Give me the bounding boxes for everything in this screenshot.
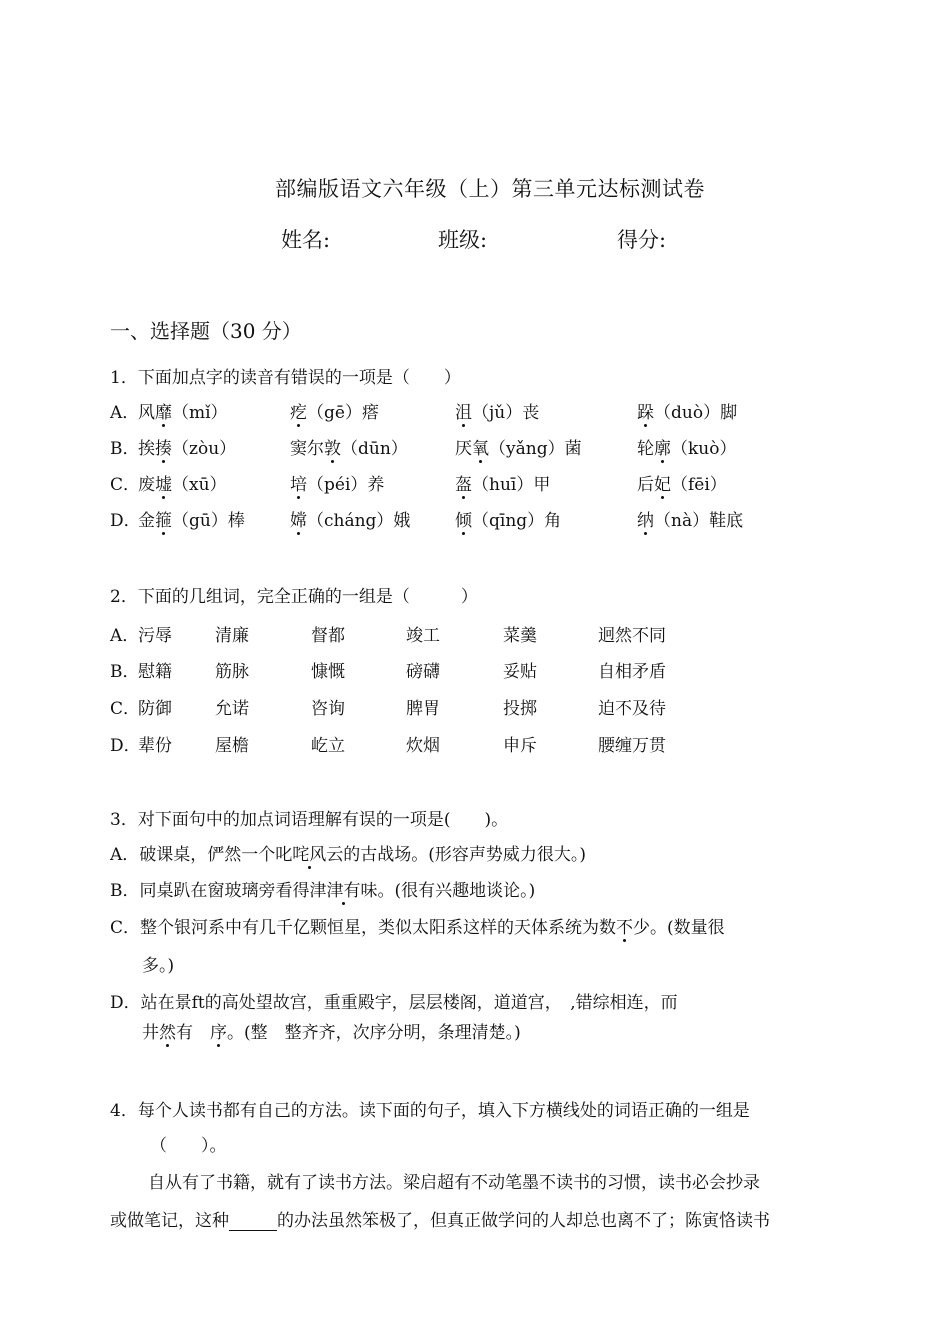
q1-b-item-1: 挨揍（zòu） xyxy=(138,434,236,459)
q1-a-item-4: 跺（duò）脚 xyxy=(637,398,737,423)
fill-blank[interactable] xyxy=(229,1212,277,1231)
q4-text: 或做笔记，这种 xyxy=(110,1211,229,1231)
q2-word: 竣工 xyxy=(406,626,440,646)
q3-d-line2 xyxy=(142,1018,521,1043)
page-title: 部编版语文六年级（上）第三单元达标测试卷 xyxy=(275,177,705,201)
q2-word: 督都 xyxy=(311,626,345,646)
q3-b-dotted: 津津有味 xyxy=(310,876,378,901)
option-label: A． xyxy=(110,626,140,646)
class-label: 班级: xyxy=(438,228,488,252)
option-label: B． xyxy=(110,439,140,459)
option-label: A． xyxy=(110,403,140,423)
q1-a-item-1: 风靡（mǐ） xyxy=(138,398,228,423)
q3-d-note: 。(整 整齐齐，次序分明，条理清楚。) xyxy=(227,1023,521,1043)
q2-word: 菜羹 xyxy=(503,626,537,646)
q2-word: 筋脉 xyxy=(215,662,249,682)
section-title: 一、选择题（30 分） xyxy=(110,319,302,343)
q1-d-item-3: 倾（qīng）角 xyxy=(455,506,561,531)
name-label: 姓名: xyxy=(281,228,331,252)
q2-word: 屹立 xyxy=(311,736,345,756)
option-label: B． xyxy=(110,662,140,682)
q3-b-note: 。(很有兴趣地谈论。) xyxy=(377,881,536,901)
q2-word: 清廉 xyxy=(215,626,249,646)
q3-option-b xyxy=(110,876,535,901)
option-label: D． xyxy=(110,511,141,531)
q3-a-text: A．破课桌，俨然一个 xyxy=(110,845,276,865)
q2-word: 磅礴 xyxy=(406,662,440,682)
q2-word: 妥贴 xyxy=(503,662,537,682)
q3-a-dotted: 叱咤风云 xyxy=(275,840,343,865)
q2-word: 投掷 xyxy=(503,699,537,719)
question-2-stem: 2．下面的几组词，完全正确的一组是（ ） xyxy=(110,587,478,607)
q2-word: 慰籍 xyxy=(138,662,172,682)
question-1-stem: 1．下面加点字的读音有错误的一项是（ ） xyxy=(110,368,461,388)
q4-passage-line-2 xyxy=(110,1206,770,1231)
q1-c-item-1: 废墟（xū） xyxy=(138,470,227,495)
q1-b-item-4: 轮廓（kuò） xyxy=(637,434,737,459)
option-label: C． xyxy=(110,475,141,495)
q2-word: 污辱 xyxy=(138,626,172,646)
q2-word: 脾胃 xyxy=(406,699,440,719)
q1-d-item-2: 嫦（cháng）娥 xyxy=(290,506,410,531)
q1-d-item-1: 金箍（gū）棒 xyxy=(138,506,245,531)
q3-option-a xyxy=(110,840,586,865)
option-label: D． xyxy=(110,736,141,756)
q1-b-item-3: 厌氧（yǎng）菌 xyxy=(455,434,582,459)
q3-option-c xyxy=(110,913,725,938)
q2-word: 防御 xyxy=(138,699,172,719)
question-3-stem: 3．对下面句中的加点词语理解有误的一项是( )。 xyxy=(110,810,509,830)
q3-d-dotted-2: 序 xyxy=(210,1018,227,1043)
question-4-stem: 4．每个人读书都有自己的方法。读下面的句子，填入下方横线处的词语正确的一组是 xyxy=(110,1101,750,1121)
q2-word: 咨询 xyxy=(311,699,345,719)
q3-d-dotted-1: 井然有 xyxy=(142,1018,193,1043)
q3-c-line2: 多。) xyxy=(142,956,175,976)
q1-c-item-3: 盔（huī）甲 xyxy=(455,470,550,495)
q1-c-item-4: 后妃（fēi） xyxy=(637,470,727,495)
q3-a-note: 的古战场。(形容声势威力很大。) xyxy=(343,845,587,865)
q4-text: 的办法虽然笨极了，但真正做学问的人却总也离不了；陈寅恪读书 xyxy=(277,1211,770,1231)
q1-c-item-2: 培（péi）养 xyxy=(290,470,384,495)
q1-a-item-2: 疙（gē）瘩 xyxy=(290,398,379,423)
q3-c-note: 。(数量很 xyxy=(650,918,725,938)
q1-d-item-4: 纳（nà）鞋底 xyxy=(637,506,743,531)
question-4-stem-cont: （ ）。 xyxy=(150,1136,227,1156)
q3-option-d: D．站在景ft的高处望故宫，重重殿宇，层层楼阁，道道宫， ,错综相连，而 xyxy=(110,993,678,1013)
q3-c-text: C．整个银河系中有几千亿颗恒星，类似太阳系这样的天体系统为 xyxy=(110,918,600,938)
q2-word: 炊烟 xyxy=(406,736,440,756)
q1-a-item-3: 沮（jǔ）丧 xyxy=(455,398,539,423)
q2-word: 迥然不同 xyxy=(598,626,666,646)
q2-word: 慷慨 xyxy=(311,662,345,682)
score-label: 得分: xyxy=(617,228,667,252)
option-label: C． xyxy=(110,699,141,719)
q2-word: 申斥 xyxy=(503,736,537,756)
q2-word: 自相矛盾 xyxy=(598,662,666,682)
q4-passage-line-1: 自从有了书籍，就有了读书方法。梁启超有不动笔墨不读书的习惯，读书必会抄录 xyxy=(148,1173,760,1193)
q1-b-item-2: 窦尔敦（dūn） xyxy=(290,434,408,459)
q3-b-text: B．同桌趴在窗玻璃旁看得 xyxy=(110,881,310,901)
q2-word: 迫不及待 xyxy=(598,699,666,719)
q3-c-dotted: 数不少 xyxy=(599,913,650,938)
q2-word: 辈份 xyxy=(138,736,172,756)
q2-word: 屋檐 xyxy=(215,736,249,756)
q2-word: 腰缠万贯 xyxy=(598,736,666,756)
q2-word: 允诺 xyxy=(215,699,249,719)
